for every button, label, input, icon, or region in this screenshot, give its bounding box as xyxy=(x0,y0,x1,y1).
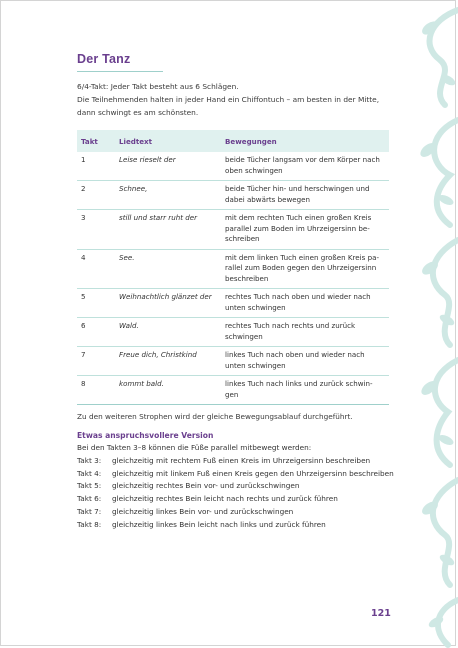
takt-cell: 2 xyxy=(77,181,115,210)
bewegung-cell: beide Tücher langsam vor dem Körper nach oben schwingen xyxy=(221,152,389,181)
variant-step xyxy=(77,506,395,519)
header-bewegungen: Bewegungen xyxy=(225,136,277,146)
variant-step xyxy=(77,519,395,532)
table-row xyxy=(77,318,389,347)
variant-step xyxy=(77,468,395,481)
liedtext-cell: kommt bald. xyxy=(115,376,221,405)
step-text: gleichzeitig rechtes Bein leicht nach rechts und zurück führen xyxy=(112,494,338,504)
bewegung-cell: mit dem rechten Tuch einen großen Kreis parallel zum Boden im Uhrzeigersinn be-schreiben xyxy=(221,210,389,250)
table-row xyxy=(77,376,389,405)
bewegung-cell: beide Tücher hin- und herschwingen und dabei abwärts bewegen xyxy=(221,181,389,210)
dance-table xyxy=(77,130,389,405)
variant-step xyxy=(77,493,395,506)
step-label: Takt 5: xyxy=(77,481,102,491)
bewegung-cell: mit dem linken Tuch einen großen Kreis pa-rallel zum Boden gegen den Uhrzeigersinn beschreiben xyxy=(221,249,389,289)
bewegung-cell: linkes Tuch nach oben und wieder nach unten schwingen xyxy=(221,347,389,376)
liedtext-cell: Wald. xyxy=(115,318,221,347)
step-label: Takt 6: xyxy=(77,494,102,504)
table-row xyxy=(77,152,389,181)
table-row xyxy=(77,249,389,289)
bewegung-cell: rechtes Tuch nach oben und wieder nach unten schwingen xyxy=(221,289,389,318)
step-label: Takt 8: xyxy=(77,519,102,529)
page-content xyxy=(77,52,395,532)
after-table-note: Zu den weiteren Strophen wird der gleiche Bewegungsablauf durchgeführt. xyxy=(77,412,353,421)
table-row xyxy=(77,289,389,318)
step-text: gleichzeitig mit rechtem Fuß einen Kreis im Uhrzeigersinn beschreiben xyxy=(112,455,371,465)
liedtext-cell: Leise rieselt der xyxy=(115,152,221,181)
takt-cell: 7 xyxy=(77,347,115,376)
takt-cell: 8 xyxy=(77,376,115,405)
liedtext-cell: See. xyxy=(115,249,221,289)
takt-cell: 4 xyxy=(77,249,115,289)
header-liedtext: Liedtext xyxy=(119,136,153,146)
liedtext-cell: still und starr ruht der xyxy=(115,210,221,250)
step-label: Takt 3: xyxy=(77,455,102,465)
bewegung-cell: linkes Tuch nach links und zurück schwin-gen xyxy=(221,376,389,405)
takt-cell: 1 xyxy=(77,152,115,181)
variant-intro: Bei den Takten 3–8 können die Füße parallel mitbewegt werden: xyxy=(77,443,312,452)
variant-title: Etwas anspruchsvollere Version xyxy=(77,431,214,440)
takt-cell: 6 xyxy=(77,318,115,347)
takt-cell: 3 xyxy=(77,210,115,250)
bewegung-cell: rechtes Tuch nach rechts und zurück schwingen xyxy=(221,318,389,347)
step-text: gleichzeitig mit linkem Fuß einen Kreis gegen den Uhrzeigersinn beschreiben xyxy=(112,468,394,478)
table-row xyxy=(77,210,389,250)
liedtext-cell: Freue dich, Christkind xyxy=(115,347,221,376)
table-row xyxy=(77,181,389,210)
step-text: gleichzeitig linkes Bein vor- und zurückschwingen xyxy=(112,506,294,516)
variant-step xyxy=(77,480,395,493)
title-underline xyxy=(77,71,163,72)
step-label: Takt 4: xyxy=(77,468,102,478)
intro-line-2: Die Teilnehmenden halten in jeder Hand ein Chiffontuch – am besten in der Mitte, dann schwingt es am schönsten. xyxy=(77,95,380,117)
section-title: Der Tanz xyxy=(77,52,131,66)
step-text: gleichzeitig rechtes Bein vor- und zurückschwingen xyxy=(112,481,300,491)
table-header-row xyxy=(77,130,389,152)
floral-swirl-ornament-icon xyxy=(400,0,458,648)
liedtext-cell: Weihnachtlich glänzet der xyxy=(115,289,221,318)
step-text: gleichzeitig linkes Bein leicht nach links und zurück führen xyxy=(112,519,326,529)
header-takt: Takt xyxy=(81,136,98,146)
intro-line-1: 6/4-Takt: Jeder Takt besteht aus 6 Schlägen. xyxy=(77,82,239,91)
variant-step xyxy=(77,455,395,468)
table-row xyxy=(77,347,389,376)
takt-cell: 5 xyxy=(77,289,115,318)
liedtext-cell: Schnee, xyxy=(115,181,221,210)
page-number: 121 xyxy=(371,608,391,619)
step-label: Takt 7: xyxy=(77,506,102,516)
